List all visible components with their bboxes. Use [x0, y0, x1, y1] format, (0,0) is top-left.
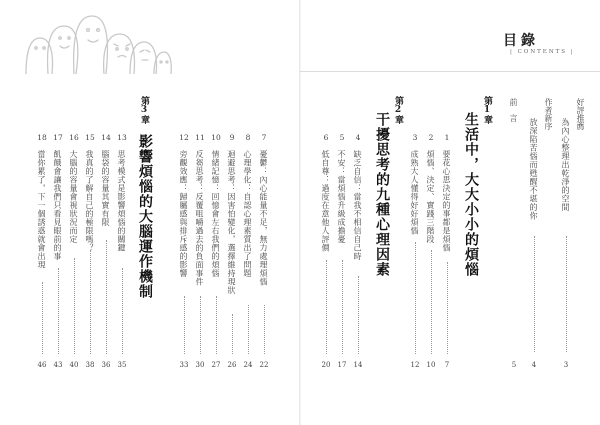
entry-title: 低自尊：過度在意他人評價 [321, 150, 330, 252]
entry-number: 12 [179, 133, 189, 142]
entry-title: 要花心思決定的事都是煩惱 [442, 150, 451, 252]
toc-leader [90, 250, 92, 354]
chapter-label: 第1章 [482, 96, 492, 124]
entry-number: 8 [245, 133, 251, 142]
page-number: 7 [444, 361, 450, 369]
entry-title: 旁觀效應：歸屬感與排斥感的影響 [179, 150, 188, 278]
toc-leader [264, 305, 266, 354]
toc-leader [58, 268, 60, 354]
doodle-illustration [22, 12, 172, 74]
page-number: 38 [85, 361, 95, 369]
entry-title: 煩惱、決定、實踐三階段 [426, 150, 435, 244]
page-number: 22 [259, 361, 269, 369]
page-number: 3 [563, 361, 569, 369]
page-number: 35 [117, 361, 127, 369]
entry-title: 腦袋的容量其實有限 [101, 150, 110, 227]
chapter-title: 干擾思考的九種心理因素 [374, 112, 390, 277]
front-label-recommend: 好評推薦 [576, 98, 585, 130]
toc-leader [342, 260, 344, 354]
chapter-label: 第2章 [393, 96, 403, 124]
entry-number: 7 [261, 133, 267, 142]
entry-title: 憂鬱：內心能量不足，無力處理煩惱 [259, 150, 268, 286]
toc-leader [106, 240, 108, 354]
page-number: 24 [243, 361, 253, 369]
toc-leader [200, 296, 202, 354]
entry-title: 情緒記憶：回憶會左右我們的煩惱 [211, 150, 220, 278]
page-number: 12 [410, 361, 420, 369]
page-number: 36 [101, 361, 111, 369]
chapter-label: 第3章 [139, 96, 149, 124]
entry-number: 17 [53, 133, 63, 142]
header-rule [300, 71, 600, 72]
front-title-recommend: 為內心整理出乾淨的空間 [561, 118, 570, 212]
toc-leader [74, 258, 76, 354]
entry-title: 不安：當煩惱升級成擔憂 [337, 150, 346, 244]
front-title-preface: 放深陷苦惱而甦醒不堪的你 [529, 118, 538, 220]
page-number: 27 [211, 361, 221, 369]
chapter-title: 影響煩惱的大腦運作機制 [137, 134, 153, 299]
chapter-title: 生活中，大大小小的煩惱 [463, 112, 479, 277]
toc-leader [42, 282, 44, 354]
entry-title: 成熟大人懂得好好煩惱 [410, 150, 419, 235]
book-gutter [299, 0, 301, 425]
toc-leader [248, 305, 250, 354]
entry-number: 1 [444, 133, 450, 142]
entry-title: 迴避思考：因害怕變化，選擇維持現狀 [227, 150, 236, 295]
entry-number: 11 [195, 133, 205, 142]
entry-number: 4 [355, 133, 361, 142]
toc-leader [122, 268, 124, 354]
toc-leader [534, 236, 536, 352]
entry-number: 15 [85, 133, 95, 142]
entry-number: 14 [101, 133, 111, 142]
page-number: 43 [53, 361, 63, 369]
entry-number: 10 [211, 133, 221, 142]
toc-leader [415, 242, 417, 354]
front-label-intro: 前 言 [509, 98, 518, 122]
toc-leader [232, 314, 234, 354]
entry-title: 當你累了，下一個誘惑就會出現 [37, 150, 46, 269]
entry-title: 我真的了解自己的極限嗎？ [85, 150, 94, 252]
entry-title: 反芻思考：反覆咀嚼過去的負面事件 [195, 150, 204, 286]
page-number: 40 [69, 361, 79, 369]
entry-number: 5 [339, 133, 345, 142]
entry-number: 2 [428, 133, 434, 142]
page-number: 4 [531, 361, 537, 369]
entry-title: 心理學化：自認心理素質出了問題 [243, 150, 252, 278]
page-number: 33 [179, 361, 189, 369]
entry-title: 缺乏自信：當我不相信自己時 [353, 150, 362, 261]
toc-leader [216, 296, 218, 354]
entry-number: 18 [37, 133, 47, 142]
page-number: 5 [511, 361, 517, 369]
entry-number: 16 [69, 133, 79, 142]
entry-number: 9 [229, 133, 235, 142]
page-number: 46 [37, 361, 47, 369]
entry-title: 思考模式是影響煩惱的關鍵 [117, 150, 126, 252]
toc-subtitle: | CONTENTS | [510, 49, 575, 55]
front-label-preface: 作者新序 [544, 98, 553, 130]
entry-title: 飢餓會讓我們只看見眼前的事 [53, 150, 62, 261]
toc-leader [358, 276, 360, 354]
page-number: 30 [195, 361, 205, 369]
page-number: 20 [321, 361, 331, 369]
entry-number: 3 [412, 133, 418, 142]
toc-leader [447, 262, 449, 354]
toc-leader [566, 236, 568, 352]
toc-title: 目錄 [503, 33, 539, 49]
page-number: 26 [227, 361, 237, 369]
page-number: 14 [353, 361, 363, 369]
entry-number: 13 [117, 133, 127, 142]
toc-leader [184, 296, 186, 354]
entry-title: 大腦的容量會視狀況而定 [69, 150, 78, 244]
doodle-figure-3 [74, 16, 108, 74]
page-number: 10 [426, 361, 436, 369]
entry-number: 6 [323, 133, 329, 142]
toc-leader [431, 250, 433, 354]
toc-leader [326, 260, 328, 354]
page-number: 17 [337, 361, 347, 369]
